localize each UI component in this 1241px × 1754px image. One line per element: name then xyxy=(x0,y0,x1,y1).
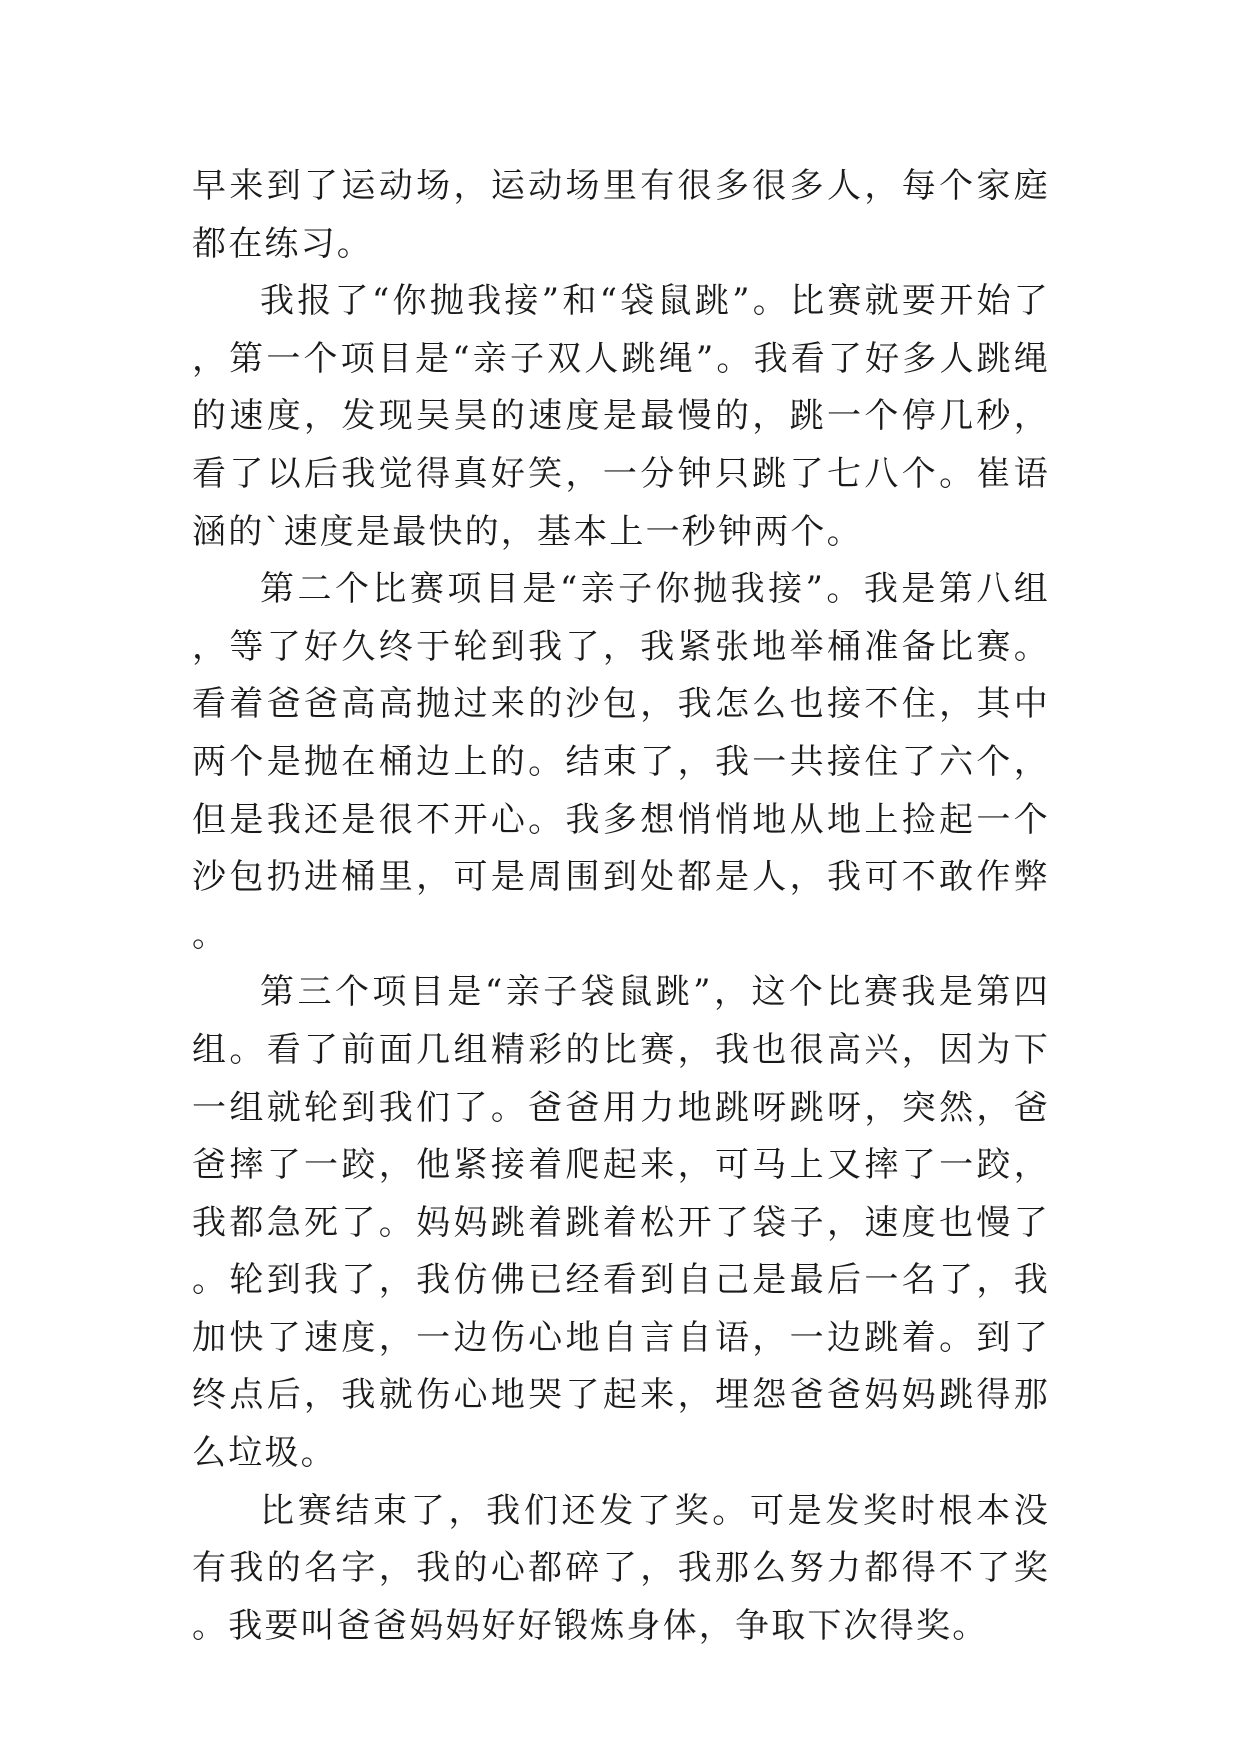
document-body xyxy=(192,158,1050,1655)
paragraph-1: 早来到了运动场，运动场里有很多很多人，每个家庭都在练习。 xyxy=(192,166,1050,264)
paragraph-4: 第三个项目是“亲子袋鼠跳”，这个比赛我是第四组。看了前面几组精彩的比赛，我也很高兴，因为下一组就轮到我们了。爸爸用力地跳呀跳呀，突然，爸爸摔了一跤，他紧接着爬起来，可马上又摔了一跤，我都急死了。妈妈跳着跳着松开了袋子，速度也慢了。轮到我了，我仿佛已经看到自己是最后一名了，我加快了速度，一边伤心地自言自语，一边跳着。到了终点后，我就伤心地哭了起来，埋怨爸爸妈妈跳得那么垃圾。 xyxy=(192,972,1050,1474)
paragraph-2: 我报了“你抛我接”和“袋鼠跳”。比赛就要开始了，第一个项目是“亲子双人跳绳”。我看了好多人跳绳的速度，发现吴昊的速度是最慢的，跳一个停几秒，看了以后我觉得真好笑，一分钟只跳了七八个。崔语涵的`速度是最快的，基本上一秒钟两个。 xyxy=(192,281,1050,552)
paragraph-3: 第二个比赛项目是“亲子你抛我接”。我是第八组，等了好久终于轮到我了，我紧张地举桶准备比赛。看着爸爸高高抛过来的沙包，我怎么也接不住，其中两个是抛在桶边上的。结束了，我一共接住了六个，但是我还是很不开心。我多想悄悄地从地上捡起一个沙包扔进桶里，可是周围到处都是人，我可不敢作弊。 xyxy=(192,569,1050,955)
paragraph-5: 比赛结束了，我们还发了奖。可是发奖时根本没有我的名字，我的心都碎了，我那么努力都得不了奖。我要叫爸爸妈妈好好锻炼身体，争取下次得奖。 xyxy=(192,1490,1050,1646)
